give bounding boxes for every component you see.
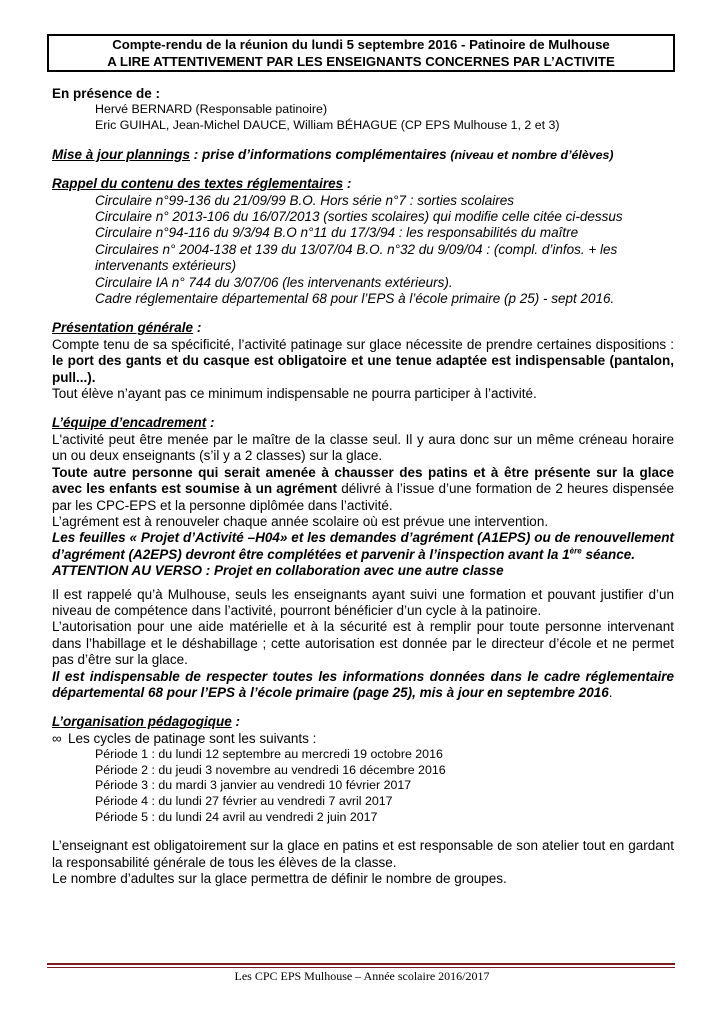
presentation-paragraph-1 — [52, 337, 674, 386]
presence-line-1: Hervé BERNARD (Responsable patinoire) — [95, 102, 328, 117]
regulation-item: Circulaire n°94-116 du 9/3/94 B.O n°11 du 17/3/94 : les responsabilités du maître — [95, 225, 579, 241]
organisation-lead-text: Les cycles de patinage sont les suivants : — [68, 730, 317, 746]
footer-text: Les CPC EPS Mulhouse – Année scolaire 2016/2017 — [234, 969, 490, 983]
organisation-heading: L’organisation pédagogique — [52, 714, 232, 730]
rappel-colon: : — [343, 176, 352, 192]
equipe-agrement-emphasis: Toute autre personne qui serait amenée à chausser des patins et à être présente sur la glace avec les enfants est soumise à un agrément — [52, 464, 674, 497]
equipe-paragraph-2 — [52, 465, 674, 514]
regulation-item: Circulaire n° 2013-106 du 16/07/2013 (sorties scolaires) qui modifie celle citée ci-dessus — [95, 209, 623, 224]
period-item: Période 2 : du jeudi 3 novembre au vendredi 16 décembre 2016 — [95, 762, 446, 777]
regulation-item: Circulaire n°99-136 du 21/09/99 B.O. Hors série n°7 : sorties scolaires — [95, 192, 514, 208]
rappel-heading: Rappel du contenu des textes réglementaires — [52, 176, 344, 192]
presentation-paragraph-2: Tout élève n’ayant pas ce minimum indispensable ne pourra participer à l’activité. — [52, 386, 537, 402]
regulation-item: Circulaire IA n° 744 du 3/07/06 (les intervenants extérieurs). — [95, 274, 453, 290]
presentation-colon: : — [193, 320, 202, 336]
equipe-cadre-period: . — [608, 684, 613, 700]
period-item: Période 4 : du lundi 27 février au vendredi 7 avril 2017 — [95, 793, 393, 808]
title-line-1: Compte-rendu de la réunion du lundi 5 septembre 2016 - Patinoire de Mulhouse — [112, 37, 610, 52]
period-item: Période 3 : du mardi 3 janvier au vendredi 10 février 2017 — [95, 778, 412, 793]
footer-rule-thin — [47, 967, 675, 968]
period-list — [52, 747, 674, 825]
rappel-section-heading — [52, 176, 674, 192]
presentation-heading: Présentation générale — [52, 320, 194, 336]
title-line-2: A LIRE ATTENTIVEMENT PAR LES ENSEIGNANTS CONCERNES PAR L’ACTIVITE — [107, 54, 615, 69]
presence-line-2: Eric GUIHAL, Jean-Michel DAUCE, William BÉHAGUE (CP EPS Mulhouse 1, 2 et 3) — [95, 118, 560, 132]
organisation-lead — [52, 731, 674, 747]
superscript-ere: ère — [569, 546, 582, 556]
plannings-text: : prise d’informations complémentaires — [190, 146, 451, 162]
title-box — [47, 34, 675, 72]
organisation-colon: : — [231, 714, 241, 730]
equipe-paragraph-1: L'activité peut être menée par le maître de la classe seul. Il y aura donc sur un même créneau horaire un ou deux enseignants (s’il y a 2 classes) sur la glace. — [52, 431, 674, 464]
equipe-paragraph-8 — [52, 669, 674, 702]
equipe-forms-end: séance. — [581, 546, 635, 562]
infinity-bullet-icon: ∞ — [52, 730, 62, 746]
period-item: Période 1 : du lundi 12 septembre au mercredi 19 octobre 2016 — [95, 747, 443, 762]
period-item: Période 5 : du lundi 24 avril au vendredi 2 juin 2017 — [95, 809, 378, 824]
footer-rule-thick — [47, 963, 675, 965]
equipe-cadre-emphasis: Il est indispensable de respecter toutes les informations données dans le cadre réglementaire départemental 68 pour l’EPS à l’école primaire (page 25), mis à jour en septembre 2016 — [52, 668, 674, 700]
plannings-note: (niveau et nombre d’élèves) — [450, 147, 614, 162]
equipe-paragraph-4 — [52, 530, 674, 563]
equipe-agrement-text: délivré à l’issue d’une formation de 2 heures dispensée par les CPC-EPS et la personne diplômée dans l’activité. — [52, 481, 675, 513]
regulation-list — [52, 193, 674, 308]
equipe-paragraph-7: L’autorisation pour une aide matérielle et à la sécurité est à remplir pour toute personne intervenant dans l’habillage et le déshabillage ; cette autorisation est donnée par le directeur d’école et ne permet pas d’être sur la glace. — [52, 619, 674, 668]
equipe-forms-text: Les feuilles « Projet d’Activité –H04» et les demandes d’agrément (A1EPS) ou de renouvellement d’agrément (A2EPS) devront être complétées et parvenir à l’inspection avant la 1 — [52, 530, 674, 562]
attention-verso: ATTENTION AU VERSO : Projet en collaboration avec une autre classe — [52, 563, 504, 579]
equipe-paragraph-6: Il est rappelé qu’à Mulhouse, seuls les enseignants ayant suivi une formation et pouvant justifier d’un niveau de compétence dans l’activité, pourront bénéficier d’un cycle à la patinoire. — [52, 586, 674, 618]
organisation-paragraph-2: Le nombre d’adultes sur la glace permettra de définir le nombre de groupes. — [52, 870, 507, 886]
regulation-item: Cadre réglementaire départemental 68 pour l’EPS à l’école primaire (p 25) - sept 2016. — [95, 291, 615, 307]
presence-heading: En présence de : — [52, 86, 161, 101]
plannings-heading: Mise à jour plannings — [52, 146, 191, 162]
plannings-section — [52, 147, 674, 164]
equipe-colon: : — [206, 415, 215, 431]
organisation-section-heading — [52, 714, 674, 730]
equipe-paragraph-3: L’agrément est à renouveler chaque année scolaire où est prévue une intervention. — [52, 513, 549, 529]
presentation-text: Compte tenu de sa spécificité, l’activité patinage sur glace nécessite de prendre certaines dispositions : — [52, 336, 674, 352]
equipe-heading: L’équipe d’encadrement — [52, 415, 207, 431]
equipe-section-heading — [52, 415, 674, 431]
presentation-section-heading — [52, 320, 674, 336]
regulation-item: Circulaires n° 2004-138 et 139 du 13/07/04 B.O. n°32 du 9/09/04 : (compl. d’infos. + les intervenants extérieurs) — [95, 241, 618, 274]
document-body — [52, 86, 674, 887]
presentation-emphasis: le port des gants et du casque est obligatoire et une tenue adaptée est indispensable (pantalon, pull...). — [52, 353, 674, 385]
organisation-paragraph-1: L’enseignant est obligatoirement sur la glace en patins et est responsable de son atelier tout en gardant la responsabilité générale de tous les élèves de la classe. — [52, 838, 674, 870]
